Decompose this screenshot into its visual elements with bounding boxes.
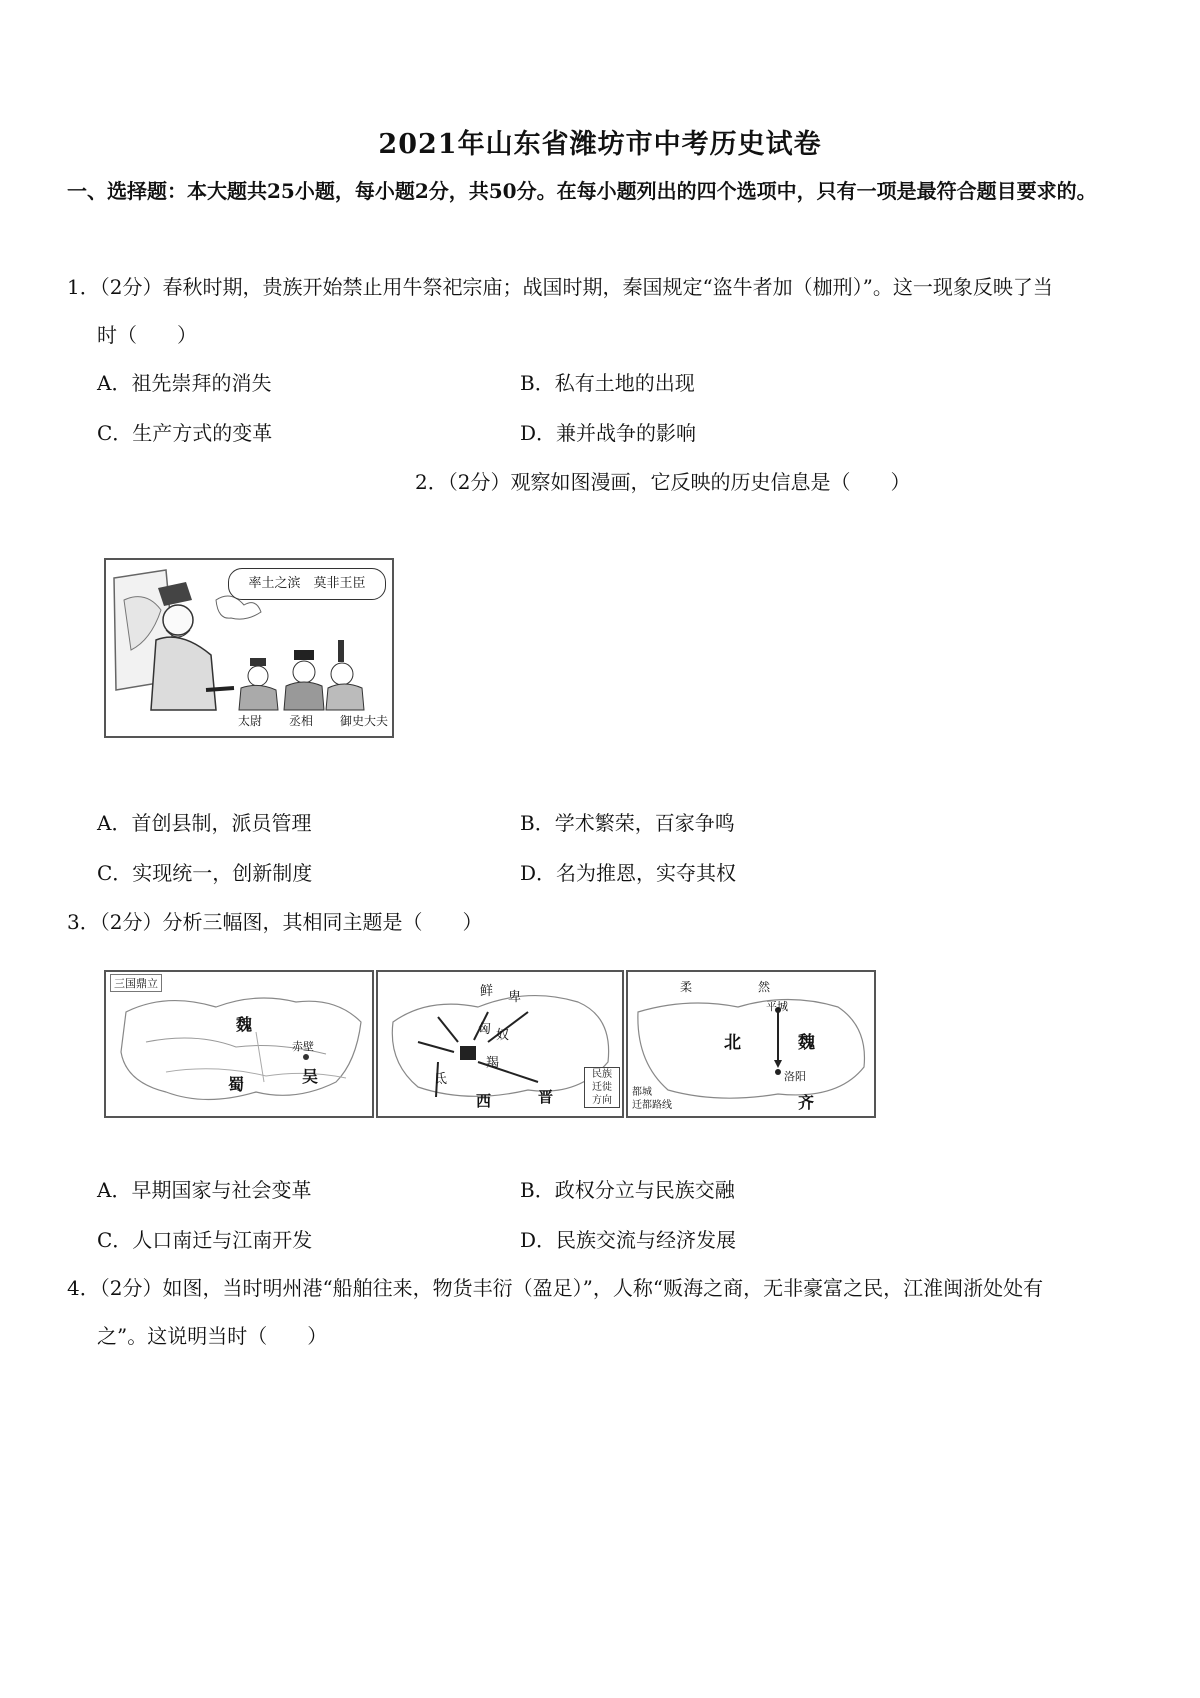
- cartoon-label-chengxiang: 丞相: [288, 714, 313, 728]
- q2-option-d[interactable]: D．名为推恩，实夺其权: [520, 861, 737, 885]
- q3-option-a[interactable]: A．早期国家与社会变革: [97, 1178, 312, 1202]
- cartoon-speech-text: 率土之滨 莫非王臣: [248, 576, 366, 591]
- map-3-legend-capital: 都城: [632, 1087, 652, 1098]
- map-2-label-nu: 奴: [496, 1028, 510, 1043]
- question-3-stem: 3．（2分）分析三幅图，其相同主题是（ ）: [67, 910, 483, 934]
- q1-option-c[interactable]: C．生产方式的变革: [97, 421, 273, 445]
- q3-option-b[interactable]: B．政权分立与民族交融: [520, 1178, 735, 1202]
- q3-option-d[interactable]: D．民族交流与经济发展: [520, 1228, 737, 1252]
- map-2-legend-line-3: 方向: [592, 1095, 612, 1106]
- map-3-label-qi: 齐: [798, 1093, 815, 1112]
- map-2-label-di: 氐: [434, 1072, 448, 1087]
- map-2-legend-line-1: 民族: [592, 1069, 612, 1080]
- q2-option-a[interactable]: A．首创县制，派员管理: [97, 811, 312, 835]
- map-ethnic-migration: [376, 970, 624, 1118]
- cartoon-figure: [104, 558, 394, 738]
- section-heading: 一、选择题：本大题共25小题，每小题2分，共50分。在每小题列出的四个选项中，只有一项是最符合题目要求的。: [67, 179, 1097, 203]
- q1-option-a[interactable]: A．祖先崇拜的消失: [97, 371, 272, 395]
- map-3-legend-route: 迁都路线: [632, 1100, 672, 1111]
- cartoon-speech-bubble: [228, 568, 386, 600]
- map-2-label-xiong: 匈: [478, 1022, 492, 1037]
- map-1-label-shu: 蜀: [228, 1075, 245, 1094]
- q2-option-b[interactable]: B．学术繁荣，百家争鸣: [520, 811, 735, 835]
- question-1-stem-cont: 时（ ）: [97, 323, 197, 347]
- question-4-stem: 4．（2分）如图，当时明州港“船舶往来，物货丰衍（盈足）”，人称“贩海之商，无非豪富之民，江淮闽浙处处有: [67, 1276, 1044, 1300]
- map-northern-wei: [626, 970, 876, 1118]
- map-3-label-bei: 北: [724, 1033, 741, 1053]
- map-1-label-wei: 魏: [236, 1015, 253, 1034]
- cartoon-caption-row: [238, 712, 388, 729]
- cartoon-label-yushidafu: 御史大夫: [339, 714, 388, 728]
- map-3-label-ran: 然: [758, 980, 771, 994]
- map-2-label-xi: 西: [476, 1092, 492, 1110]
- cartoon-label-taiwei: 太尉: [238, 714, 263, 728]
- map-2-legend: [584, 1067, 620, 1108]
- map-1-label-wu: 吴: [302, 1067, 319, 1086]
- map-1-title: 三国鼎立: [110, 974, 162, 992]
- map-2-label-jin: 晋: [538, 1088, 554, 1106]
- map-3-label-rou: 柔: [680, 980, 693, 994]
- map-3-label-pingcheng: 平城: [766, 1000, 788, 1013]
- question-1-stem: 1．（2分）春秋时期，贵族开始禁止用牛祭祀宗庙；战国时期，秦国规定“盗牛者加（枷刑）”。这一现象反映了当: [67, 275, 1053, 299]
- map-3-label-wei: 魏: [798, 1033, 815, 1053]
- question-2-stem: 2．（2分）观察如图漫画，它反映的历史信息是（ ）: [415, 470, 911, 494]
- q2-option-c[interactable]: C．实现统一，创新制度: [97, 861, 313, 885]
- map-three-kingdoms: [104, 970, 374, 1118]
- map-2-legend-line-2: 迁徙: [592, 1082, 612, 1093]
- question-4-stem-cont: 之”。这说明当时（ ）: [97, 1324, 328, 1348]
- map-2-label-bei: 卑: [508, 990, 522, 1005]
- map-3-legend: [632, 1086, 672, 1112]
- map-3-label-luoyang: 洛阳: [784, 1070, 806, 1083]
- q1-option-d[interactable]: D．兼并战争的影响: [520, 421, 697, 445]
- map-2-label-jie: 羯: [486, 1056, 500, 1071]
- map-1-label-chibi: 赤壁: [292, 1040, 314, 1053]
- q3-option-c[interactable]: C．人口南迁与江南开发: [97, 1228, 313, 1252]
- page-title: 2021年山东省潍坊市中考历史试卷: [378, 129, 822, 160]
- map-2-label-xian: 鲜: [480, 984, 494, 999]
- q1-option-b[interactable]: B．私有土地的出现: [520, 371, 695, 395]
